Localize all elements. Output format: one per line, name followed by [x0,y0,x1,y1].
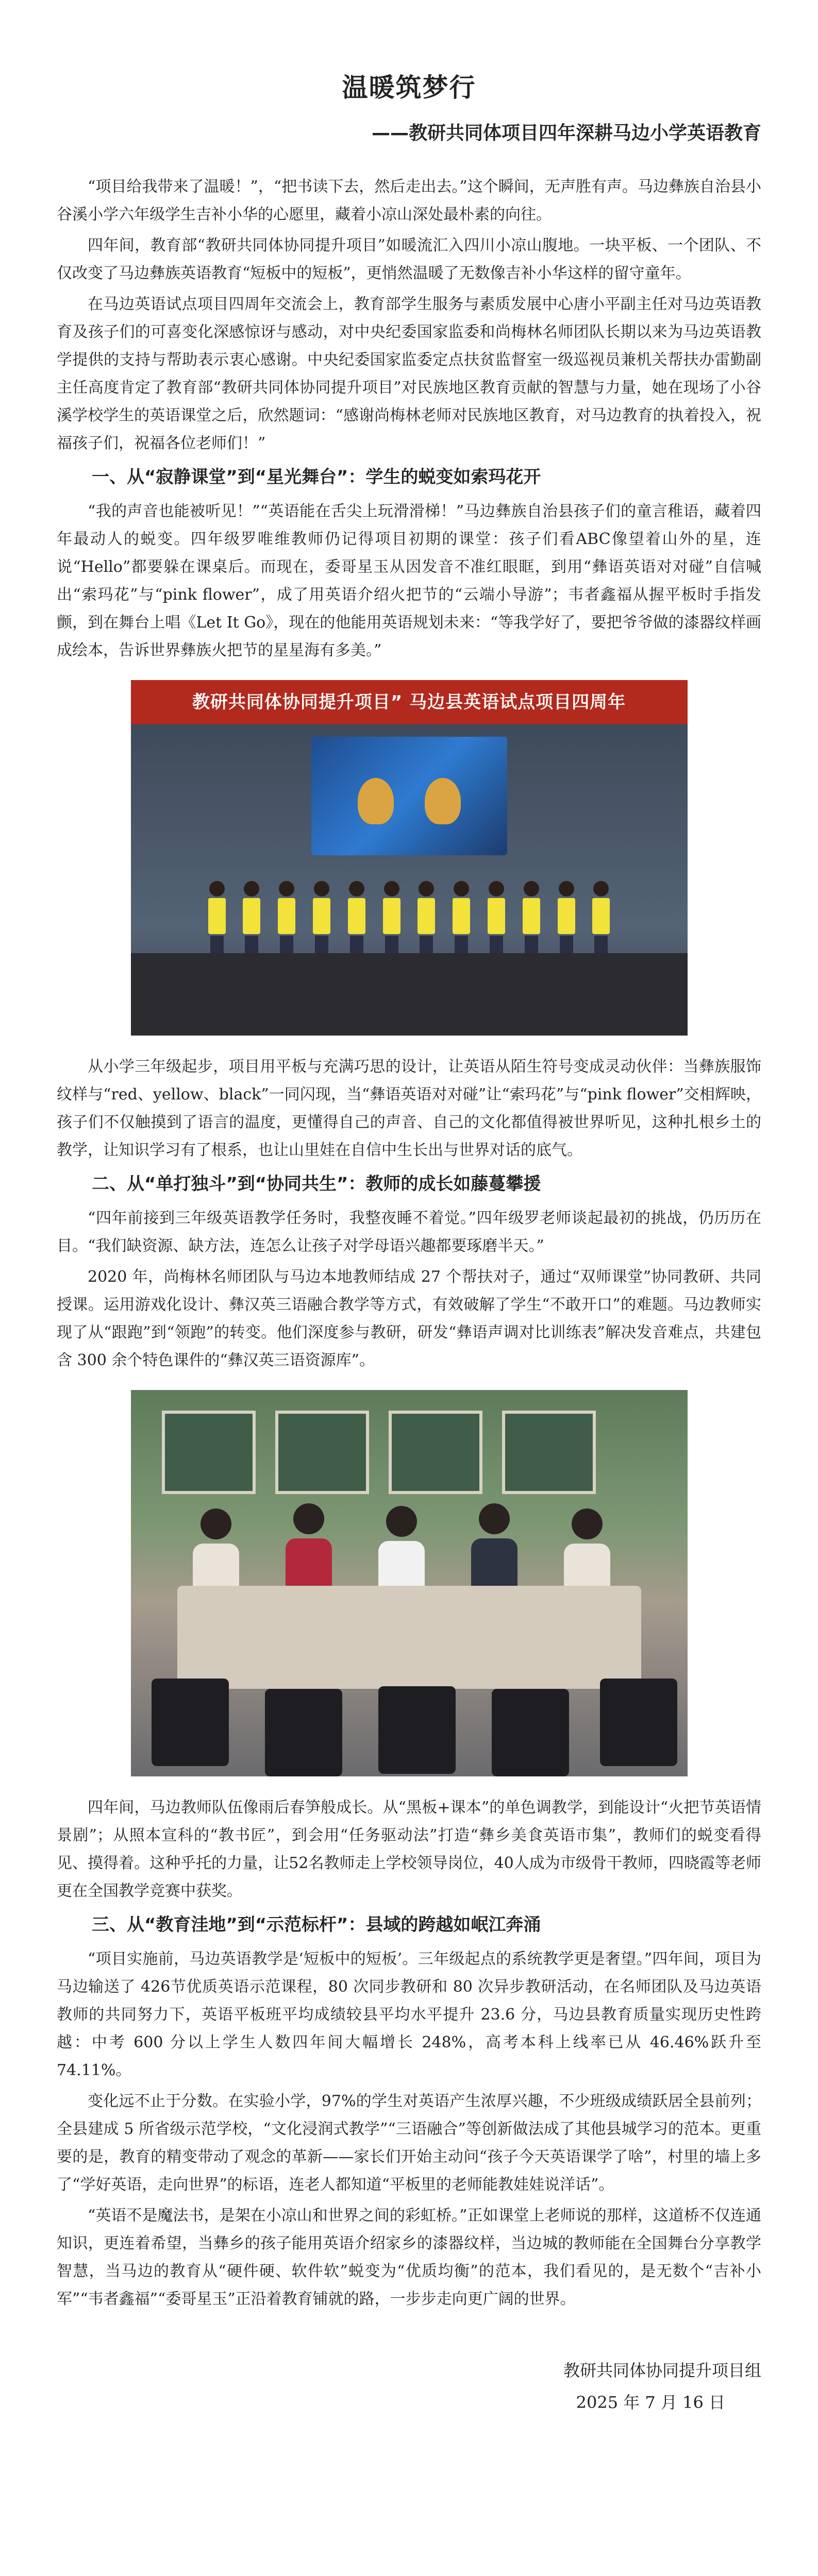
intro-paragraph: 四年间，教育部“教研共同体协同提升项目”如暖流汇入四川小凉山腹地。一块平板、一个团队、不仅改变了马边彝族英语教育“短板中的短板”，更悄然温暖了无数像吉补小华这样的留守童年。 [57,236,761,282]
teacher-meeting-photo [131,1390,688,1776]
section3-paragraph: “英语不是魔法书，是架在小凉山和世界之间的彩虹桥。”正如课堂上老师说的那样，这道桥不仅连通知识，更连着希望，当彝乡的孩子能用英语介绍家乡的漆器纹样，当边城的教师能在全国舞台分享教学智慧，当马边的教育从“硬件硬、软件软”蜕变为“优质均衡”的范本，我们看见的，是无数个“吉补小军”“韦者鑫福”“委哥星玉”正沿着教育铺就的路，一步步走向更广阔的世界。 [57,2207,761,2308]
signature-organization: 教研共同体协同提升项目组 [563,2361,761,2380]
intro-paragraph: “项目给我带来了温暖！”，“把书读下去，然后走出去。”这个瞬间，无声胜有声。马边彝族自治县小谷溪小学六年级学生吉补小华的心愿里，藏着小凉山深处最朴素的向往。 [57,178,761,224]
section3-paragraph: 变化远不止于分数。在实验小学，97%的学生对英语产生浓厚兴趣，不少班级成绩跃居全县前列；全县建成 5 所省级示范学校，“文化浸润式教学”“三语融合”等创新做法成了其他县城学习的范本。更重要的是，教育的精变带动了观念的革新——家长们开始主动问“孩子今天英语课学了啥”，村里的墙上多了“学好英语，走向世界”的标语，连老人都知道“平板里的老师能教娃娃说洋话”。 [57,2092,761,2194]
photo-container [57,680,761,1036]
signature-block [57,2354,761,2418]
section3-paragraph: “项目实施前，马边英语教学是‘短板中的短板’。三年级起点的系统教学更是奢望。”四年间，项目为马边输送了 426节优质英语示范课程，80 次同步教研和 80 次异步教研活动，在名师团队及马边英语教师的共同努力下，英语平板班平均成绩较县平均水平提升 23.6 分，马边县教育质量实现历史性跨越：中考 600 分以上学生人数四年间大幅增长 248%，高考本科上线率已从 46.46%跃升至 74.11%。 [57,1950,761,2079]
photo-banner-text: 教研共同体协同提升项目” 马边县英语试点项目四周年 [131,680,688,724]
meeting-table [177,1586,641,1689]
section2-paragraph: 四年间，马边教师队伍像雨后春笋般成长。从“黑板+课本”的单色调教学，到能设计“火把节英语情景剧”；从照本宣科的“教书匠”，到会用“任务驱动法”打造“彝乡美食英语市集”，教师们的蜕变看得见、摸得着。这种乎托的力量，让52名教师走上学校领导岗位，40人成为市级骨干教师，四晓霞等老师更在全国教学竞赛中获奖。 [57,1799,761,1900]
section1-paragraph: “我的声音也能被听见！”“英语能在舌尖上玩滑滑梯！”马边彝族自治县孩子们的童言稚语，藏着四年最动人的蜕变。四年级罗唯维教师仍记得项目初期的课堂：孩子们看ABC像望着山外的星，连说“Hello”都要躲在课桌后。而现在，委哥星玉从因发音不准红眼眶，到用“彝语英语对对碰”自信喊出“索玛花”与“pink flower”，成了用英语介绍火把节的“云端小导游”；韦者鑫福从握平板时手指发颤，到在舞台上唱《Let It Go》，现在的他能用英语规划未来：“等我学好了，要把爷爷做的漆器纹样画成绘本，告诉世界彝族火把节的星星海有多美。” [57,502,761,659]
audience-area [131,953,688,1036]
stage-screen [311,737,507,855]
section-heading-1: 一、从“寂静课堂”到“星光舞台”：学生的蜕变如索玛花开 [92,467,541,487]
intro-paragraph: 在马边英语试点项目四周年交流会上，教育部学生服务与素质发展中心唐小平副主任对马边英语教育及孩子们的可喜变化深感惊讶与感动，对中央纪委国家监委和尚梅林名师团队长期以来为马边英语教学提供的支持与帮助表示衷心感谢。中央纪委国家监委定点扶贫监督室一级巡视员兼机关帮扶办雷勤副主任高度肯定了教育部“教研共同体协同提升项目”对民族地区教育贡献的智慧与力量，她在现场了小谷溪学校学生的英语课堂之后，欣然题词：“感谢尚梅林老师对民族地区教育，对马边教育的执着投入，祝福孩子们，祝福各位老师们！” [57,295,761,452]
section1-paragraph: 从小学三年级起步，项目用平板与充满巧思的设计，让英语从陌生符号变成灵动伙伴：当彝族服饰纹样与“red、yellow、black”一同闪现，当“彝语英语对对碰”让“索玛花”与“pink flower”交相辉映，孩子们不仅触摸到了语言的温度，更懂得自己的声音、自己的文化都值得被世界听见，这种扎根乡土的教学，让知识学习有了根系，也让山里娃在自信中生长出与世界对话的底气。 [57,1058,761,1159]
signature-date: 2025 年 7 月 16 日 [576,2393,725,2412]
section2-paragraph: “四年前接到三年级英语教学任务时，我整夜睡不着觉。”四年级罗老师谈起最初的挑战，仍历历在目。“我们缺资源、缺方法，连怎么让孩子对学母语兴趣都要琢磨半天。” [57,1209,761,1255]
photo-container [57,1390,761,1776]
section2-paragraph: 2020 年，尚梅林名师团队与马边本地教师结成 27 个帮扶对子，通过“双师课堂”协同教研、共同授课。运用游戏化设计、彝汉英三语融合教学等方式，有效破解了学生“不敢开口”的难题。马边教师实现了从“跟跑”到“领跑”的转变。他们深度参与教研，研发“彝语声调对比训练表”解决发音难点，共建包含 300 余个特色课件的“彝汉英三语资源库”。 [57,1268,761,1369]
section-heading-2: 二、从“单打独斗”到“协同共生”：教师的成长如藤蔓攀援 [92,1174,541,1194]
article-subtitle: ——教研共同体项目四年深耕马边小学英语教育 [371,123,761,144]
section-heading-3: 三、从“教育洼地”到“示范标杆”：县域的跨越如岷江奔涌 [92,1914,541,1935]
stage-performance-photo [131,680,688,1036]
article-title: 温暖筑梦行 [342,73,476,103]
